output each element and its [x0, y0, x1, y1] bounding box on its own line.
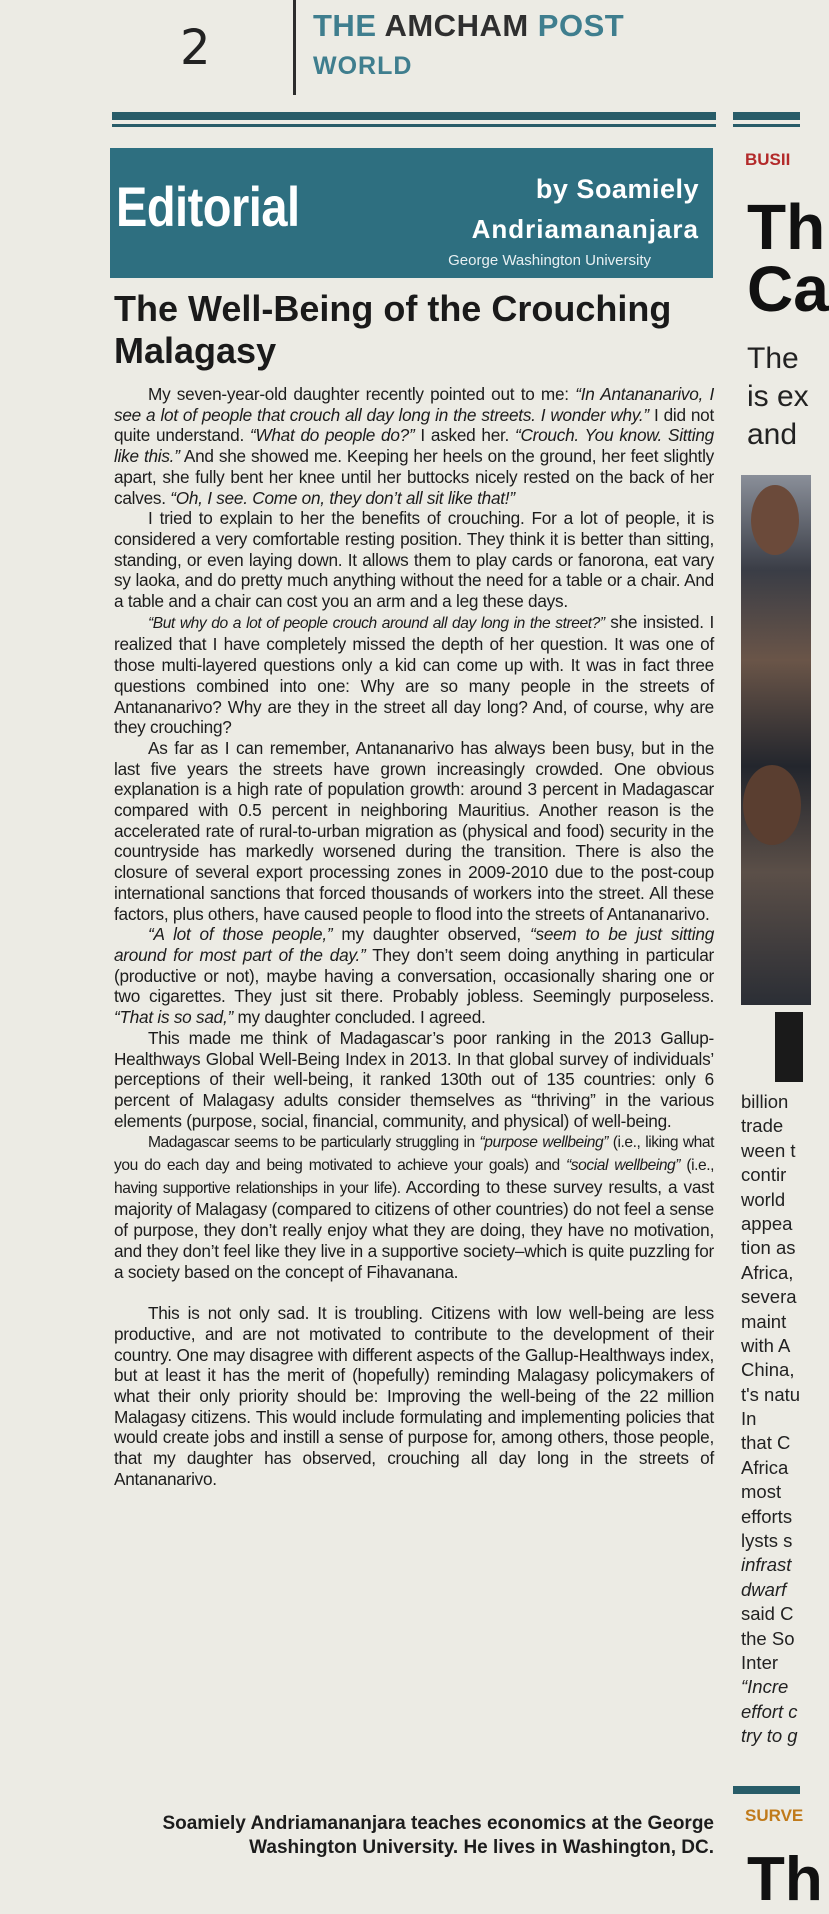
adjacent-photo: [741, 475, 811, 1005]
adjacent-deck: [747, 340, 809, 454]
adjacent-text-line: infrast: [741, 1554, 792, 1576]
adjacent-text-line: tion as: [741, 1237, 796, 1259]
article-paragraph: [114, 1303, 714, 1489]
paragraph-text: my daughter concluded. I agreed.: [232, 1007, 486, 1028]
adjacent-text-line: ween t: [741, 1139, 796, 1161]
paragraph-text: I did not quite understand.: [114, 404, 715, 446]
adjacent-kicker: BUSII: [745, 150, 791, 169]
adjacent-text-line: Inter: [741, 1651, 779, 1673]
adjacent-text-line: contir: [741, 1164, 787, 1186]
quoted-text: “purpose wellbeing”: [479, 1134, 608, 1152]
adjacent-text-line: In: [741, 1408, 757, 1430]
adjacent-headline-line: Ca: [747, 253, 829, 325]
quoted-text: “social wellbeing”: [566, 1157, 681, 1175]
adjacent-text-line: “Incre: [741, 1676, 789, 1698]
page-number: 2: [180, 20, 211, 76]
article-paragraph: [114, 384, 714, 508]
adjacent-text-line: maint: [741, 1310, 787, 1332]
author-note: Soamiely Andriamananjara teaches economics at the George Washington University. He lives in Washington, DC.: [162, 1813, 714, 1858]
adjacent-text-line: effort c: [741, 1700, 798, 1722]
adjacent-headline: [747, 191, 829, 325]
adjacent-deck-line: The: [747, 342, 799, 375]
photo-figure: [751, 485, 799, 555]
adjacent-text-line: lysts s: [741, 1530, 793, 1552]
adjacent-text-line: China,: [741, 1359, 795, 1381]
publication-title-amcham: AMCHAM: [384, 8, 538, 43]
adjacent-text-line: trade: [741, 1115, 784, 1137]
quoted-text: “A lot of those people,”: [148, 924, 333, 945]
paragraph-text: (i.e., liking what you do each day and being motivated to achieve your goals) and: [114, 1134, 714, 1175]
adjacent-kicker-2: SURVE: [745, 1806, 804, 1825]
section-label: WORLD: [313, 52, 413, 80]
header-divider: [293, 0, 296, 95]
publication-title-post: POST: [537, 8, 625, 43]
article-body: [114, 384, 714, 1490]
adjacent-text-line: world: [741, 1188, 786, 1210]
adjacent-text-line: Africa,: [741, 1261, 794, 1283]
quoted-text: “But why do a lot of people crouch around all day long in the street?”: [148, 614, 605, 632]
byline-author: Andriamananjara: [471, 214, 699, 244]
quoted-text: “What do people do?”: [249, 425, 415, 446]
adjacent-text-line: efforts: [741, 1505, 793, 1527]
adjacent-deck-line: is ex: [747, 380, 809, 413]
photo-figure: [743, 765, 801, 845]
paragraph-text: she insisted. I realized that I have completely missed the depth of her question. It was one of those multi-layered questions only a kid can come up with. It was in fact three questions combined into one: Why are so many people in the streets of Antananarivo? Why are they in the street all day long? And, of course, why are they crouching?: [114, 611, 714, 738]
article-paragraph: [114, 738, 714, 924]
paragraph-text: Madagascar seems to be particularly struggling in: [148, 1134, 480, 1152]
paragraph-text: My seven-year-old daughter recently pointed out to me:: [148, 384, 576, 404]
quoted-text: “That is so sad,”: [114, 1007, 233, 1028]
byline-affiliation: George Washington University: [448, 252, 651, 269]
paragraph-text: I asked her.: [414, 425, 515, 446]
article-paragraph: [114, 612, 714, 738]
quoted-text: “Oh, I see. Come on, they don’t all sit like that!”: [170, 487, 515, 508]
top-rule: [112, 112, 716, 120]
adjacent-text-line: most: [741, 1481, 782, 1503]
adjacent-drop-cap: [775, 1012, 803, 1082]
paragraph-text: my daughter observed,: [332, 924, 530, 945]
adjacent-headline-line: Th: [747, 191, 826, 263]
adjacent-text-line: that C: [741, 1432, 791, 1454]
adjacent-article-column: [733, 0, 829, 1914]
adjacent-text-line: appea: [741, 1212, 793, 1234]
article-paragraph: [114, 1028, 714, 1132]
adjacent-top-rule-thin: [733, 124, 800, 127]
paragraph-text: According to these survey results, a vast majority of Malagasy (compared to citizens of other countries) do not feel a sense of purpose, they don’t really enjoy what they are doing, they have no motivation, and they don’t feel like they live in a supportive society–which is quite puzzling for a society based on the concept of Fihavanana.: [114, 1176, 714, 1282]
quoted-text: “seem to be just sitting around for most part of the day.”: [114, 924, 714, 965]
publication-title-the: THE: [313, 8, 385, 43]
adjacent-text-line: dwarf: [741, 1578, 787, 1600]
adjacent-text-line: Africa: [741, 1456, 789, 1478]
publication-title: [313, 8, 624, 44]
paragraph-text: I tried to explain to her the benefits of crouching. For a lot of people, it is considered a very comfortable resting position. They think it is better than sitting, standing, or even laying down. It allows them to play cards or fanorona, eat vary sy laoka, and do pretty much anything without the need for a table or a chair. And a table and a chair can cost you an arm and a leg these days.: [114, 508, 714, 612]
editorial-banner: [110, 148, 713, 278]
quoted-text: “Crouch. You know. Sitting like this.”: [114, 425, 714, 467]
adjacent-text-line: billion: [741, 1091, 789, 1112]
byline-by: by Soamiely: [535, 174, 699, 204]
adjacent-headline-2: Th: [747, 1845, 823, 1914]
top-rule-thin: [112, 124, 716, 127]
paragraph-text: And she showed me. Keeping her heels on the ground, her feet slightly apart, she fully bent her knee until her buttocks nicely rested on the back of her calves.: [114, 446, 714, 508]
quoted-text: “In Antananarivo, I see a lot of people that crouch all day long in the streets. I wonder why.”: [114, 384, 714, 425]
paragraph-text: (i.e., having supportive relationships in your life).: [114, 1157, 715, 1197]
adjacent-top-rule: [733, 112, 800, 120]
adjacent-text-line: try to g: [741, 1725, 798, 1747]
paragraph-text: As far as I can remember, Antananarivo has always been busy, but in the last five years the streets have grown increasingly crowded. One obvious explanation is a high rate of population growth: around 3 percent in Madagascar compared with 0.5 percent in neighboring Mauritius. Another reason is the accelerated rate of rural-to-urban migration as (physical and food) security in the countryside has markedly worsened during the transition. There is also the closure of several export processing zones in 2009-2010 due to the post-coup international sanctions that forced thousands of workers into the street. All these factors, plus others, have caused people to flood into the streets of Antananarivo.: [114, 737, 714, 924]
adjacent-body-text: [741, 1090, 800, 1749]
adjacent-text-line: said C: [741, 1603, 794, 1625]
article-paragraph: [114, 924, 714, 1028]
adjacent-text-line: severa: [741, 1286, 797, 1308]
article-paragraph: [114, 1131, 714, 1282]
article-headline: The Well-Being of the Crouching Malagasy: [114, 288, 672, 371]
paragraph-text: This made me think of Madagascar’s poor ranking in the 2013 Gallup-Healthways Global Well-Being Index in 2013. In that global survey of individuals’ perceptions of their well-being, it ranked 130th out of 135 countries: only 6 percent of Malagasy adults consider themselves as “thriving” in the various elements (purpose, social, financial, community, and physical) of well-being.: [114, 1027, 714, 1131]
adjacent-text-line: t's natu: [741, 1383, 801, 1405]
paragraph-text: This is not only sad. It is troubling. Citizens with low well-being are less productive, and are not motivated to contribute to the development of their country. One may disagree with different aspects of the Gallup-Healthways index, but at least it has the merit of (hopefully) reminding Malagasy policymakers of what their only priority should be: Improving the well-being of the 22 million Malagasy citizens. This would include formulating and implementing policies that would create jobs and instill a sense of purpose for, among others, those people, that my daughter has observed, crouching all day long in the streets of Antananarivo.: [114, 1303, 714, 1489]
adjacent-deck-line: and: [747, 418, 798, 451]
editorial-label: Editorial: [116, 175, 300, 238]
adjacent-text-line: with A: [741, 1334, 791, 1356]
paragraph-text: They don’t seem doing anything in particular (productive or not), maybe having a conversation, occasionally sharing one or two cigarettes. They just sit there. Probably jobless. Seemingly purposeless.: [114, 944, 714, 1007]
article-paragraph: [114, 508, 714, 612]
adjacent-text-line: the So: [741, 1627, 795, 1649]
adjacent-bottom-rule: [733, 1786, 800, 1794]
